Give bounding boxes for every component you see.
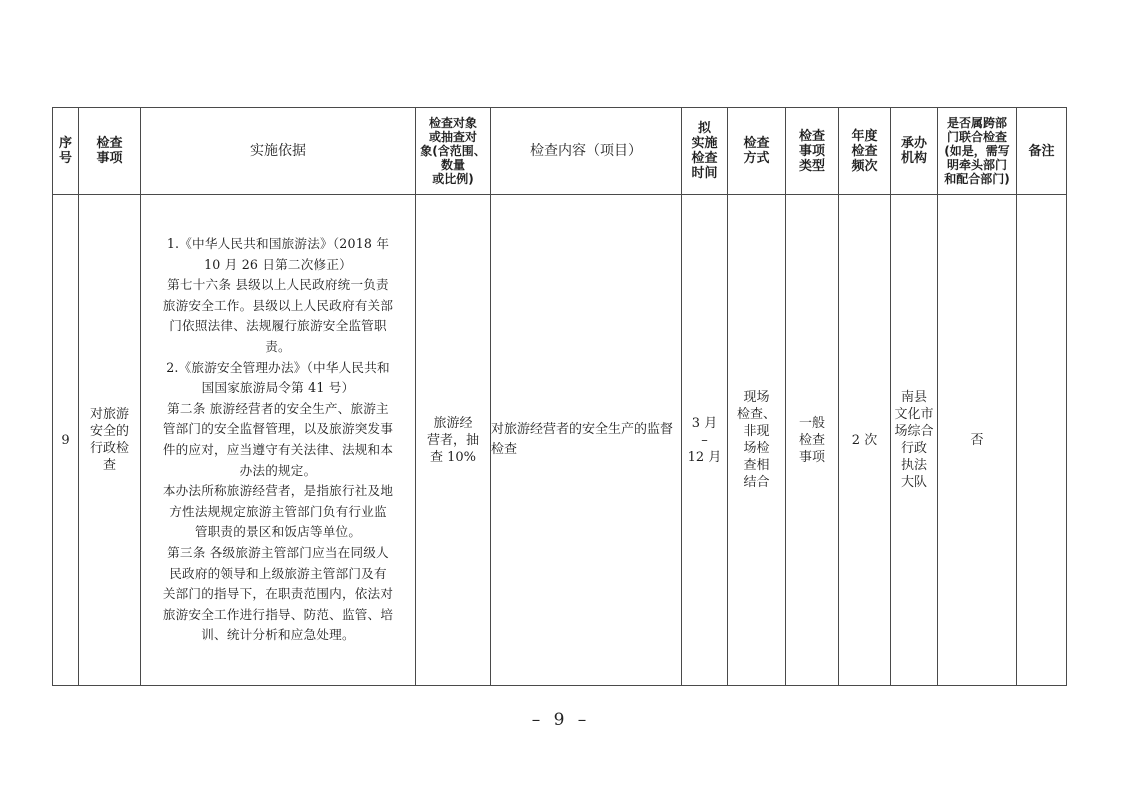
cell-content: 对旅游经营者的安全生产的监督检查 [491, 195, 682, 686]
basis-line: 件的应对，应当遵守有关法律、法规和本 [162, 442, 394, 457]
header-method: 检查 方式 [728, 108, 786, 195]
header-time: 拟 实施 检查 时间 [682, 108, 728, 195]
inspection-table [52, 107, 1067, 686]
basis-line: 管职责的景区和饭店等单位。 [194, 524, 362, 540]
header-item: 检查 事项 [79, 108, 141, 195]
page-number: – 9 – [531, 710, 591, 730]
cell-time: 3 月 – 12 月 [682, 195, 728, 686]
cell-seq: 9 [53, 195, 79, 686]
basis-line: 训、统计分析和应急处理。 [201, 627, 355, 643]
basis-line: 旅游安全工作进行指导、防范、监管、培 [162, 606, 394, 622]
basis-line: 关部门的指导下，在职责范围内，依法对 [162, 586, 394, 602]
basis-line: 第七十六条 县级以上人民政府统一负责 [167, 277, 389, 293]
basis-line: 1.《中华人民共和国旅游法》（2018 年 [166, 236, 390, 252]
cell-target: 旅游经 营者，抽 查 10% [416, 195, 491, 686]
inspection-table-sheet [52, 107, 1066, 685]
cell-item: 对旅游 安全的 行政检 查 [79, 195, 141, 686]
cell-method: 现场 检查、 非现 场检 查相 结合 [728, 195, 786, 686]
basis-line: 国国家旅游局令第 41 号） [201, 380, 355, 396]
cell-org: 南县 文化市 场综合 行政 执法 大队 [891, 195, 938, 686]
header-joint: 是否属跨部 门联合检查 (如是，需写 明牵头部门 和配合部门) [938, 108, 1017, 195]
basis-line: 10 月 26 日第二次修正） [204, 256, 352, 272]
basis-line: 责。 [265, 339, 291, 355]
header-type: 检查 事项 类型 [786, 108, 839, 195]
basis-line: 2.《旅游安全管理办法》（中华人民共和 [166, 359, 390, 375]
header-remarks: 备注 [1017, 108, 1067, 195]
header-content: 检查内容（项目） [491, 108, 682, 195]
cell-frequency: 2 次 [839, 195, 891, 686]
header-basis: 实施依据 [141, 108, 416, 195]
basis-text [141, 234, 415, 646]
cell-type: 一般 检查 事项 [786, 195, 839, 686]
table-row [53, 195, 1067, 686]
cell-joint: 否 [938, 195, 1017, 686]
basis-line: 管部门的安全监督管理，以及旅游突发事 [162, 421, 394, 437]
basis-line: 第二条 旅游经营者的安全生产、旅游主 [167, 400, 389, 416]
basis-line: 方性法规规定旅游主管部门负有行业监 [169, 503, 387, 519]
basis-line: 旅游安全工作。县级以上人民政府有关部 [162, 297, 394, 313]
header-org: 承办 机构 [891, 108, 938, 195]
cell-remarks [1017, 195, 1067, 686]
header-seq: 序 号 [53, 108, 79, 195]
basis-line: 门依照法律、法规履行旅游安全监管职 [169, 318, 387, 334]
cell-basis [141, 195, 416, 686]
header-target: 检查对象 或抽查对 象(含范围、 数量 或比例) [416, 108, 491, 195]
basis-line: 民政府的领导和上级旅游主管部门及有 [169, 565, 387, 581]
header-frequency: 年度 检查 频次 [839, 108, 891, 195]
basis-line: 第三条 各级旅游主管部门应当在同级人 [167, 544, 389, 560]
basis-line: 本办法所称旅游经营者，是指旅行社及地 [162, 483, 394, 499]
table-header-row [53, 108, 1067, 195]
basis-line: 办法的规定。 [239, 462, 317, 478]
